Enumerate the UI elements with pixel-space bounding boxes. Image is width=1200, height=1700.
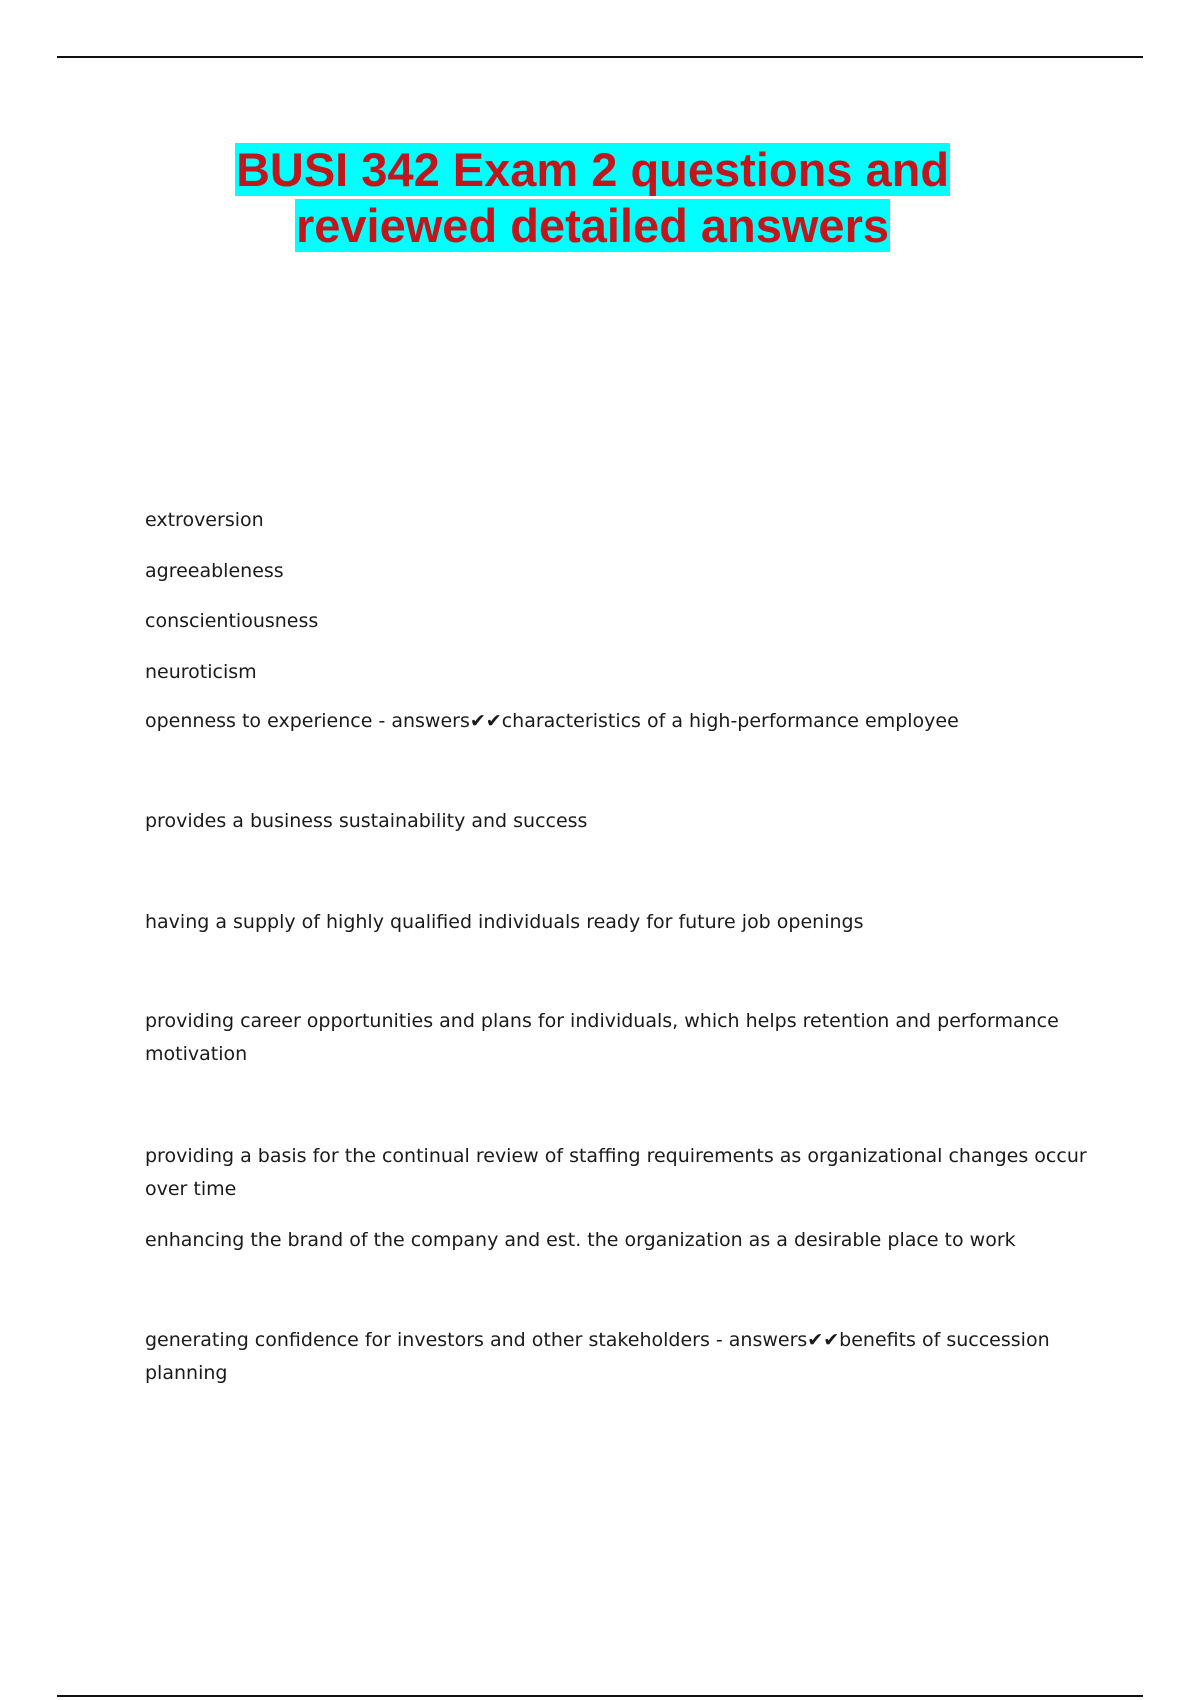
body-line-staffing-review: providing a basis for the continual review of staffing requirements as organizational changes occur over time xyxy=(145,1145,1087,1200)
body-line-neuroticism: neuroticism xyxy=(145,661,257,683)
body-line-openness: openness to experience - answers✔✔characteristics of a high-performance employee xyxy=(145,710,959,732)
title-line-2: reviewed detailed answers xyxy=(295,199,889,252)
title-line-1: BUSI 342 Exam 2 questions and xyxy=(235,143,950,196)
bottom-rule xyxy=(57,1695,1143,1697)
body-line-agreeableness: agreeableness xyxy=(145,560,284,582)
body-line-investor-confidence: generating confidence for investors and other stakeholders - answers✔✔benefits of succession planning xyxy=(145,1329,1050,1384)
body-line-career-opportunities: providing career opportunities and plans for individuals, which helps retention and performance motivation xyxy=(145,1010,1059,1065)
body-line-brand: enhancing the brand of the company and est. the organization as a desirable place to work xyxy=(145,1229,1016,1251)
body-line-sustainability: provides a business sustainability and success xyxy=(145,810,588,832)
body-line-qualified-supply: having a supply of highly qualified individuals ready for future job openings xyxy=(145,911,864,933)
document-title xyxy=(0,142,1185,254)
body-line-conscientiousness: conscientiousness xyxy=(145,610,319,632)
body-line-extroversion: extroversion xyxy=(145,509,264,531)
top-rule xyxy=(57,56,1143,58)
